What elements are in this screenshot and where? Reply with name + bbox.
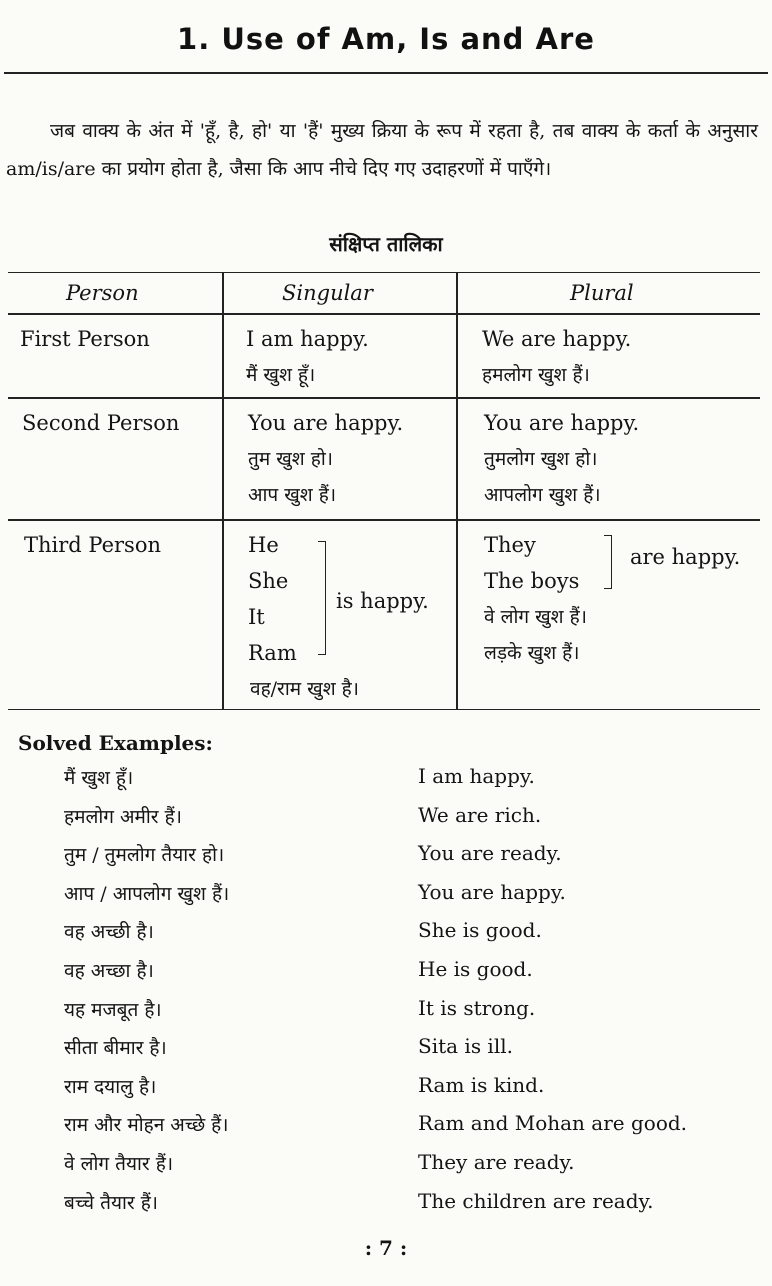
third-plural-verb: are happy.	[630, 545, 741, 569]
example-hindi: तुम / तुमलोग तैयार हो।	[64, 844, 225, 867]
example-row	[0, 1034, 772, 1073]
example-row	[0, 1073, 772, 1112]
third-singular-subject: He	[248, 533, 279, 557]
row-second-plural	[484, 405, 639, 513]
example-english: Sita is ill.	[418, 1034, 513, 1059]
page-title: 1. Use of Am, Is and Are	[177, 22, 595, 56]
example-hindi: राम दयालु है।	[64, 1075, 157, 1098]
example-english: Ram is kind.	[418, 1072, 545, 1097]
third-plural-hindi-1: वे लोग खुश हैं।	[484, 606, 587, 628]
header-singular: Singular	[282, 281, 373, 305]
example-hindi: आप / आपलोग खुश हैं।	[64, 882, 230, 905]
example-row	[0, 918, 772, 957]
example-hindi: यह मजबूत है।	[64, 998, 162, 1021]
third-singular-subject: Ram	[248, 641, 297, 665]
third-singular-hindi: वह/राम खुश है।	[250, 678, 359, 700]
example-row	[0, 880, 772, 919]
example-english: The children are ready.	[418, 1188, 654, 1213]
row-second-person-label: Second Person	[22, 411, 180, 435]
column-divider	[456, 273, 458, 709]
example-hindi: बच्चे तैयार हैं।	[64, 1191, 158, 1214]
example-row	[0, 764, 772, 803]
example-english: You are ready.	[418, 841, 562, 866]
solved-examples-list	[0, 764, 772, 1227]
example-row	[0, 1189, 772, 1228]
example-english: It is strong.	[418, 995, 536, 1020]
table-title: संक्षिप्त तालिका	[329, 232, 443, 256]
third-singular-subject: She	[248, 569, 289, 593]
example-hindi: हमलोग अमीर हैं।	[64, 805, 182, 828]
first-plural-english: We are happy.	[482, 327, 632, 351]
third-singular-verb: is happy.	[336, 589, 429, 613]
example-hindi: वे लोग तैयार हैं।	[64, 1152, 174, 1175]
third-singular-subject: It	[248, 605, 265, 629]
title-divider	[4, 72, 768, 74]
intro-paragraph: जब वाक्य के अंत में 'हूँ, है, हो' या 'हैं' मुख्य क्रिया के रूप में रहता है, तब वाक्य के कर्ता के अनुसार am/is/are का प्रयोग होता है, जैसा कि आप नीचे दिए गए उदाहरणों में पाएँगे।	[6, 120, 758, 180]
example-row	[0, 803, 772, 842]
example-hindi: सीता बीमार है।	[64, 1037, 167, 1060]
third-singular-subjects	[248, 527, 297, 671]
second-singular-english: You are happy.	[248, 411, 404, 435]
row-divider	[8, 519, 760, 521]
example-hindi: राम और मोहन अच्छे हैं।	[64, 1114, 229, 1137]
example-english: She is good.	[418, 918, 542, 943]
second-plural-english: You are happy.	[484, 411, 640, 435]
third-plural-subject: The boys	[484, 569, 580, 593]
example-row	[0, 841, 772, 880]
page-number: : 7 :	[364, 1236, 408, 1260]
third-plural-subject: They	[484, 533, 536, 557]
example-english: You are happy.	[418, 879, 566, 904]
example-hindi: वह अच्छी है।	[64, 921, 154, 944]
header-plural: Plural	[570, 281, 634, 305]
first-singular-hindi: मैं खुश हूँ।	[246, 364, 316, 386]
example-row	[0, 1111, 772, 1150]
example-english: Ram and Mohan are good.	[418, 1111, 688, 1136]
example-row	[0, 996, 772, 1035]
first-plural-hindi: हमलोग खुश हैं।	[482, 364, 590, 386]
summary-table	[8, 272, 760, 710]
row-first-plural	[482, 321, 631, 393]
example-hindi: वह अच्छा है।	[64, 959, 154, 982]
header-person: Person	[66, 281, 139, 305]
example-english: He is good.	[418, 956, 533, 981]
row-first-person-label: First Person	[20, 327, 150, 351]
second-plural-hindi-2: आपलोग खुश हैं।	[484, 484, 601, 506]
plural-bracket	[604, 535, 612, 589]
example-row	[0, 1150, 772, 1189]
third-plural-hindi-2: लड़के खुश हैं।	[484, 642, 580, 664]
second-plural-hindi-1: तुमलोग खुश हो।	[484, 448, 598, 470]
second-singular-hindi-2: आप खुश हैं।	[248, 484, 337, 506]
singular-bracket	[318, 541, 326, 655]
second-singular-hindi-1: तुम खुश हो।	[248, 448, 333, 470]
row-divider	[8, 397, 760, 399]
third-plural-subjects	[484, 527, 587, 671]
row-first-singular	[246, 321, 369, 393]
example-english: We are rich.	[418, 802, 542, 827]
example-hindi: मैं खुश हूँ।	[64, 767, 134, 789]
first-singular-english: I am happy.	[246, 327, 369, 351]
row-divider	[8, 313, 760, 315]
column-divider	[222, 273, 224, 709]
solved-examples-heading: Solved Examples:	[18, 731, 213, 755]
row-second-singular	[248, 405, 403, 513]
example-english: I am happy.	[418, 764, 535, 788]
example-row	[0, 957, 772, 996]
row-third-person-label: Third Person	[24, 533, 162, 557]
example-english: They are ready.	[418, 1149, 575, 1174]
